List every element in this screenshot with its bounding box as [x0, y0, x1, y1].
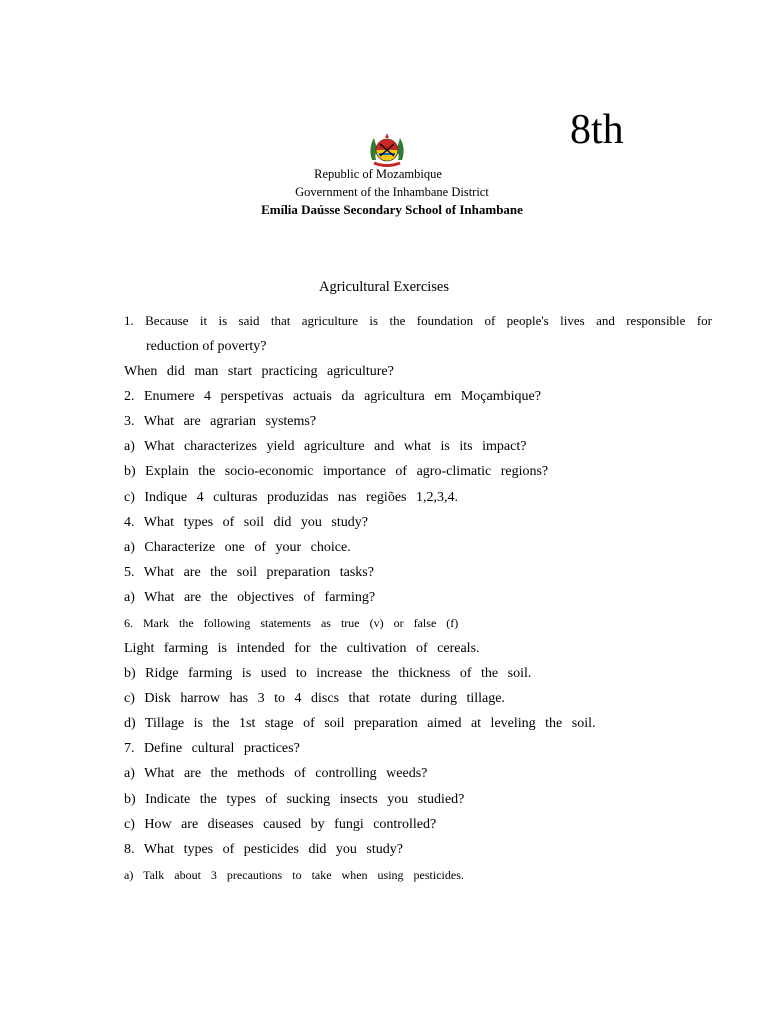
question-line: 7. Define cultural practices? [124, 741, 300, 756]
question-line: 6. Mark the following statements as true (v) or false (f) [124, 616, 459, 630]
question-line: Light farming is intended for the cultivation of cereals. [124, 641, 480, 656]
question-line: b) Ridge farming is used to increase the thickness of the soil. [124, 666, 532, 681]
country-header: Republic of Mozambique [314, 167, 442, 181]
school-header: Emília Daússe Secondary School of Inhambane [261, 202, 523, 217]
question-line: 4. What types of soil did you study? [124, 515, 368, 530]
page-title: Agricultural Exercises [318, 279, 450, 295]
government-header: Government of the Inhambane District [295, 185, 489, 199]
question-line: 8. What types of pesticides did you study? [124, 842, 403, 857]
question-line: a) What are the objectives of farming? [124, 590, 376, 605]
question-1-line-2: reduction of poverty? [146, 339, 267, 354]
question-line: 3. What are agrarian systems? [124, 414, 317, 429]
question-line: a) What are the methods of controlling weeds? [124, 766, 428, 781]
question-line: 2. Enumere 4 perspetivas actuais da agricultura em Moçambique? [124, 389, 541, 404]
question-line: a) Characterize one of your choice. [124, 540, 351, 555]
question-line: c) Disk harrow has 3 to 4 discs that rotate during tillage. [124, 691, 505, 706]
grade-label: 8th [570, 107, 624, 153]
question-1-line-1: 1. Because it is said that agriculture is the foundation of people's lives and responsible for [124, 313, 712, 328]
question-line: b) Indicate the types of sucking insects you studied? [124, 792, 465, 807]
question-line: a) Talk about 3 precautions to take when using pesticides. [124, 868, 464, 882]
question-line: a) What characterizes yield agriculture and what is its impact? [124, 439, 527, 454]
question-line: b) Explain the socio-economic importance of agro-climatic regions? [124, 464, 549, 479]
question-line: d) Tillage is the 1st stage of soil preparation aimed at leveling the soil. [124, 716, 596, 731]
question-line: When did man start practicing agriculture? [124, 364, 394, 379]
question-line: c) Indique 4 culturas produzidas nas regiões 1,2,3,4. [124, 490, 458, 505]
national-emblem-icon [366, 130, 408, 170]
question-line: c) How are diseases caused by fungi controlled? [124, 817, 437, 832]
question-line: 5. What are the soil preparation tasks? [124, 565, 374, 580]
